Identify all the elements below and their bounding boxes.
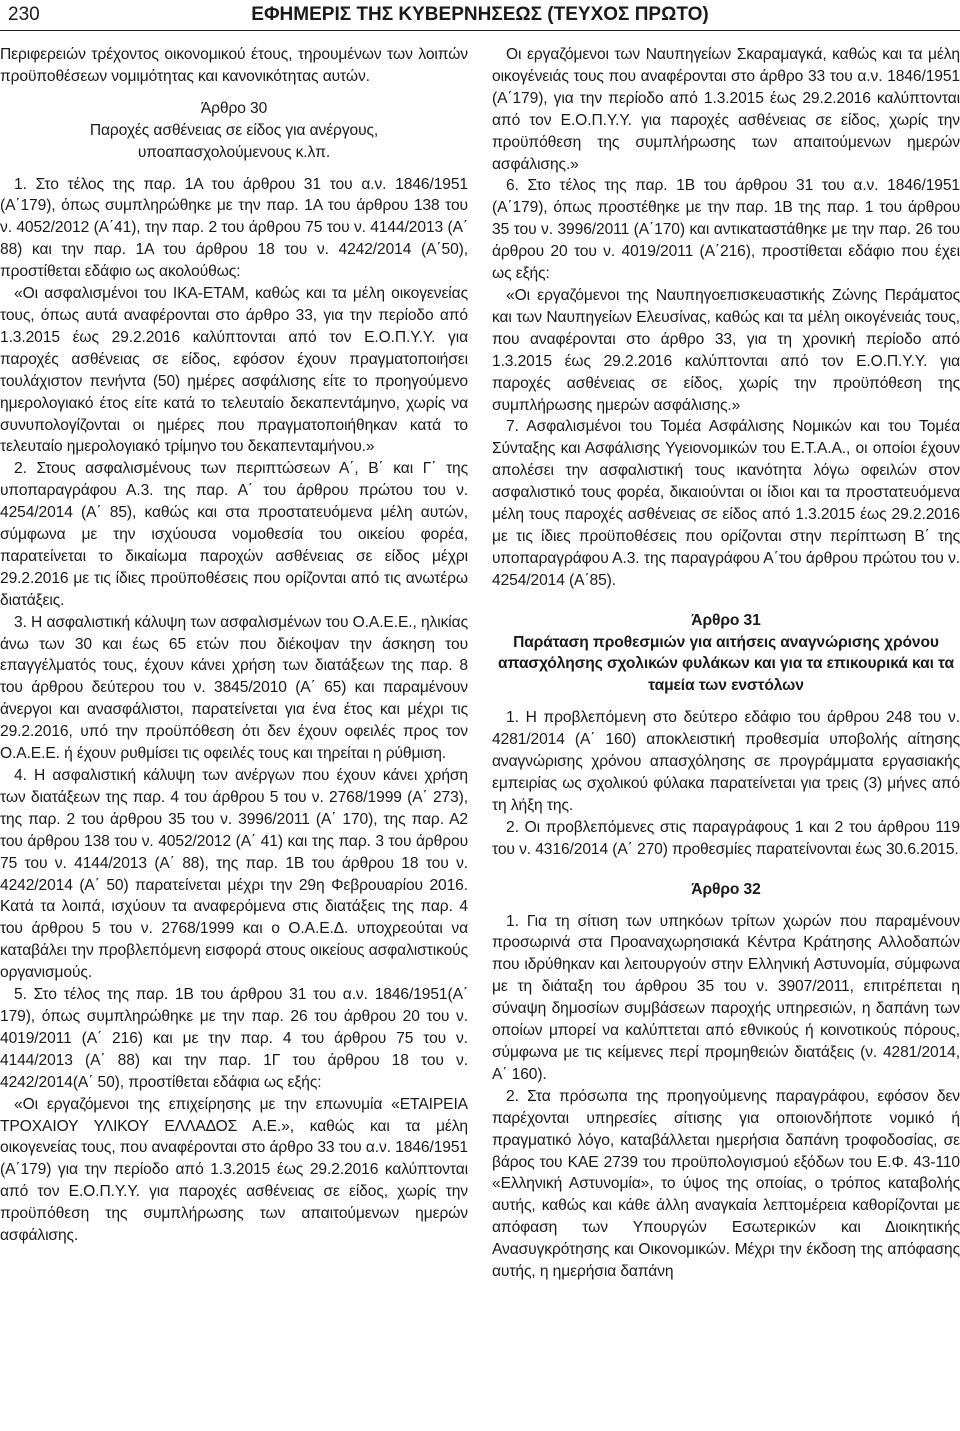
body-paragraph: 2. Στους ασφαλισμένους των περιπτώσεων Α΄, Β΄ και Γ΄ της υποπαραγράφου Α.3. της παρ. Α΄ του άρθρου πρώτου του ν. 4254/2014 (Α΄ 85), καθώς και στα προστατευόμενα μέλη αυτών, σύμφωνα με την ισχύουσα νομοθεσία του οικείου φορέα, παρατείνεται το δικαίωμα παροχών ασθένειας σε είδος μέχρι 29.2.2016 με τις ίδιες προϋποθέσεις που ορίζονται από τις ανωτέρω διατάξεις. bbox=[0, 460, 468, 609]
body-paragraph: «Οι ασφαλισμένοι του ΙΚΑ-ΕΤΑΜ, καθώς και τα μέλη οικογενείας τους, όπως αυτά αναφέρονται στο άρθρο 33, για την περίοδο από 1.3.2015 έως 29.2.2016 καλύπτονται από τον Ε.Ο.Π.Υ.Υ. για παροχές ασθένειας σε είδος, εφόσον έχουν πραγματοποιήσει τουλάχιστον πενήντα (50) ημέρες ασφάλισης είτε το προηγούμενο ημερολογιακό έτος είτε κατά το τελευταίο δεκαπεντάμηνο, χωρίς να συνυπολογίζονται οι ημέρες που πραγματοποιήθηκαν κατά το τελευταίο ημερολογιακό τρίμηνο του δεκαπενταμήνου.» bbox=[0, 285, 468, 456]
body-paragraph: 1. Η προβλεπόμενη στο δεύτερο εδάφιο του άρθρου 248 του ν. 4281/2014 (Α΄ 160) αποκλειστική προθεσμία υποβολής αίτησης αναγνώρισης χρόνου απασχόλησης σε προγράμματα εργασιακής εμπειρίας ως σχολικού φύλακα παρατείνεται για τρεις (3) μήνες από τη λήξη της. bbox=[492, 709, 960, 814]
body-paragraph: 4. Η ασφαλιστική κάλυψη των ανέργων που έχουν κάνει χρήση των διατάξεων της παρ. 4 του άρθρου 5 του ν. 2768/1999 (Α΄ 273), της παρ. 2 του άρθρου 35 του ν. 3996/2011 (Α΄ 170), της παρ. Α2 του άρθρου 138 του ν. 4052/2012 (Α΄ 41) και της παρ. 3 του άρθρου 75 του ν. 4144/2013 (Α΄ 88), της παρ. 1Β του άρθρου 18 του ν. 4242/2014 (Α΄ 50) παρατείνεται μέχρι την 29η Φεβρουαρίου 2016. Κατά τα λοιπά, ισχύουν τα αναφερόμενα στις διατάξεις της παρ. 4 του άρθρου 5 του ν. 2768/1999 και ο Ο.Α.Ε.Δ. υποχρεούται να καταβάλει την προβλεπόμενη εισφορά στους οικείους ασφαλιστικούς οργανισμούς. bbox=[0, 767, 468, 982]
body-paragraph: 6. Στο τέλος της παρ. 1Β του άρθρου 31 του α.ν. 1846/1951 (Α΄179), όπως προστέθηκε με την παρ. 1Β της παρ. 1 του άρθρου 35 του ν. 3996/2011 (Α΄170) και αντικαταστάθηκε με την παρ. 26 του άρθρου 20 του ν. 4019/2011 (Α΄216), προστίθεται εδάφιο που έχει ως εξής: bbox=[492, 177, 960, 283]
article-30-subtitle: Παροχές ασθένειας σε είδος για ανέργους, υποαπασχολούμενους κ.λπ. bbox=[89, 121, 379, 161]
body-paragraph: 2. Οι προβλεπόμενες στις παραγράφους 1 και 2 του άρθρου 119 του ν. 4316/2014 (Α΄ 270) προθεσμίες παρατείνονται έως 30.6.2015. bbox=[492, 818, 960, 858]
gazette-title: ΕΦΗΜΕΡΙΣ ΤΗΣ ΚΥΒΕΡΝΗΣΕΩΣ (ΤΕΥΧΟΣ ΠΡΩΤΟ) bbox=[251, 4, 709, 25]
article-30-title: Άρθρο 30 bbox=[200, 99, 268, 117]
body-paragraph: 1. Στο τέλος της παρ. 1Α του άρθρου 31 του α.ν. 1846/1951 (Α΄179), όπως συμπληρώθηκε με την παρ. 1Α του άρθρου 138 του ν. 4052/2012 (Α΄41), την παρ. 2 του άρθρου 75 του ν. 4144/2013 (Α΄ 88) και την παρ. 1Α του άρθρου 18 του ν. 4242/2014 (Α΄50), προστίθεται εδάφιο ως ακολούθως: bbox=[0, 175, 468, 281]
body-paragraph: 7. Ασφαλισμένοι του Τομέα Ασφάλισης Νομικών και του Τομέα Σύνταξης και Ασφάλισης Υγειονομικών του Ε.Τ.Α.Α., οι οποίοι έχουν απολέσει την ασφαλιστική τους ικανότητα λόγω οφειλών στον ασφαλιστικό τους φορέα, δικαιούνται οι ίδιοι και τα προστατευόμενα μέλη τους παροχές ασθένειας σε είδος από 1.3.2015 έως 29.2.2016 με τις ίδιες προϋποθέσεις που ορίζονται στην περίπτωση Β΄ της υποπαραγράφου Α.3. της παραγράφου Α΄του άρθρου πρώτου του ν. 4254/2014 (Α΄85). bbox=[492, 418, 960, 589]
page-number: 230 bbox=[8, 4, 40, 25]
right-paragraphs-b bbox=[492, 707, 960, 860]
header-divider bbox=[0, 30, 960, 31]
body-paragraph: «Οι εργαζόμενοι της επιχείρησης με την επωνυμία «ΕΤΑΙΡΕΙΑ ΤΡΟΧΑΙΟΥ ΥΛΙΚΟΥ ΕΛΛΑΔΟΣ Α.Ε.», καθώς και τα μέλη οικογενείας τους, που αναφέρονται στο άρθρο 33 του α.ν. 1846/1951 (Α΄179) για την περίοδο από 1.3.2015 έως 29.2.2016 καλύπτονται από τον Ε.Ο.Π.Υ.Υ. για παροχές ασθένειας σε είδος, χωρίς την προϋπόθεση της συμπλήρωσης των απαιτούμενων ημερών ασφάλισης. bbox=[0, 1095, 468, 1245]
body-paragraph: «Οι εργαζόμενοι της Ναυπηγοεπισκευαστικής Ζώνης Περάματος και των Ναυπηγείων Ελευσίνας, καθώς και τα μέλη οικογένειάς τους, που αναφέρονται στο άρθρο 33, για τη χρονική περίοδο από 1.3.2015 έως 29.2.2016 καλύπτονται από τον Ε.Ο.Π.Υ.Υ. για παροχές ασθένειας σε είδος, χωρίς την προϋπόθεση της συμπλήρωσης ημερών ασφάλισης.» bbox=[492, 286, 960, 414]
article-31-title: Άρθρο 31 bbox=[691, 611, 761, 629]
left-column bbox=[0, 44, 468, 1247]
body-paragraph: 3. Η ασφαλιστική κάλυψη των ασφαλισμένων του Ο.Α.Ε.Ε., ηλικίας άνω των 30 και έως 65 ετών που διέκοψαν την άσκηση του επαγγέλματός τους, έχουν κάνει χρήση των διατάξεων της παρ. 8 του άρθρου δεύτερου του ν. 3845/2010 (Α΄ 65) και παραμένουν άνεργοι και ανασφάλιστοι, παρατείνεται για ένα έτος και μέχρι τις 29.2.2016, υπό την προϋπόθεση ότι δεν έχουν οφειλές προς τον Ο.Α.Ε.Ε. ή έχουν ρυθμίσει τις οφειλές τους και τηρείται η ρύθμιση. bbox=[0, 613, 468, 763]
article-32-title: Άρθρο 32 bbox=[691, 880, 761, 898]
body-paragraph: 2. Στα πρόσωπα της προηγούμενης παραγράφου, εφόσον δεν παρέχονται υπηρεσίες σίτισης για οποιονδήποτε νομικό ή πραγματικό λόγο, καταβάλλεται ημερήσια δαπάνη τροφοδοσίας, σε βάρος του ΚΑΕ 2739 του προϋπολογισμού εξόδων του Ε.Φ. 43-110 «Ελληνική Αστυνομία», το ύψος της οποίας, ο τρόπος καταβολής αυτής, καθώς και κάθε άλλη αναγκαία λεπτομέρεια καθορίζονται με απόφαση των Υπουργών Εσωτερικών και Διοικητικής Ανασυγκρότησης και Οικονομικών. Μέχρι την έκδοση της απόφασης αυτής, η ημερήσια δαπάνη bbox=[492, 1087, 960, 1281]
body-paragraph: 5. Στο τέλος της παρ. 1Β του άρθρου 31 του α.ν. 1846/1951(Α΄ 179), όπως συμπληρώθηκε με την παρ. 26 του άρθρου 20 του ν. 4019/2011 (Α΄ 216) και με την παρ. 4 του άρθρου 75 του ν. 4144/2013 (Α΄ 88) και την παρ. 1Γ του άρθρου 18 του ν. 4242/2014(Α΄ 50), προστίθεται εδάφια ως εξής: bbox=[0, 986, 468, 1091]
intro-paragraph: Περιφερειών τρέχοντος οικονομικού έτους, τηρουμένων των λοιπών προϋποθέσεων νομιμότητας και κανονικότητας αυτών. bbox=[0, 46, 468, 85]
right-paragraphs-c bbox=[492, 911, 960, 1283]
right-column bbox=[492, 44, 960, 1283]
page-header bbox=[0, 0, 960, 32]
body-paragraph: 1. Για τη σίτιση των υπηκόων τρίτων χωρών που παραμένουν προσωρινά στα Προαναχωρησιακά Κέντρα Κράτησης Αλλοδαπών που ιδρύθηκαν και λειτουργούν στην Ελληνική Αστυνομία, σύμφωνα με τη διάταξη του άρθρου 35 του ν. 3907/2011, επιτρέπεται η σύναψη δημοσίων συμβάσεων παροχής υπηρεσιών, η δαπάνη των οποίων μπορεί να καλύπτεται από εθνικούς ή κοινοτικούς πόρους, σύμφωνα με τις κείμενες περί προμηθειών διατάξεις (ν. 4281/2014, Α΄ 160). bbox=[492, 912, 960, 1083]
left-paragraphs bbox=[0, 174, 468, 1247]
right-paragraphs-a bbox=[492, 44, 960, 592]
article-31-subtitle: Παράταση προθεσμιών για αιτήσεις αναγνώρισης χρόνου απασχόλησης σχολικών φυλάκων και για τα επικουρικά και τα ταμεία των ενστόλων bbox=[498, 633, 954, 695]
body-paragraph: Οι εργαζόμενοι των Ναυπηγείων Σκαραμαγκά, καθώς και τα μέλη οικογένειάς τους που αναφέρονται στο άρθρο 33 του α.ν. 1846/1951 (Α΄179), για την περίοδο από 1.3.2015 έως 29.2.2016 καλύπτονται από τον Ε.Ο.Π.Υ.Υ. για παροχές ασθένειας σε είδος, χωρίς την προϋπόθεση της συμπλήρωσης των απαιτούμενων ημερών ασφάλισης.» bbox=[492, 46, 960, 173]
